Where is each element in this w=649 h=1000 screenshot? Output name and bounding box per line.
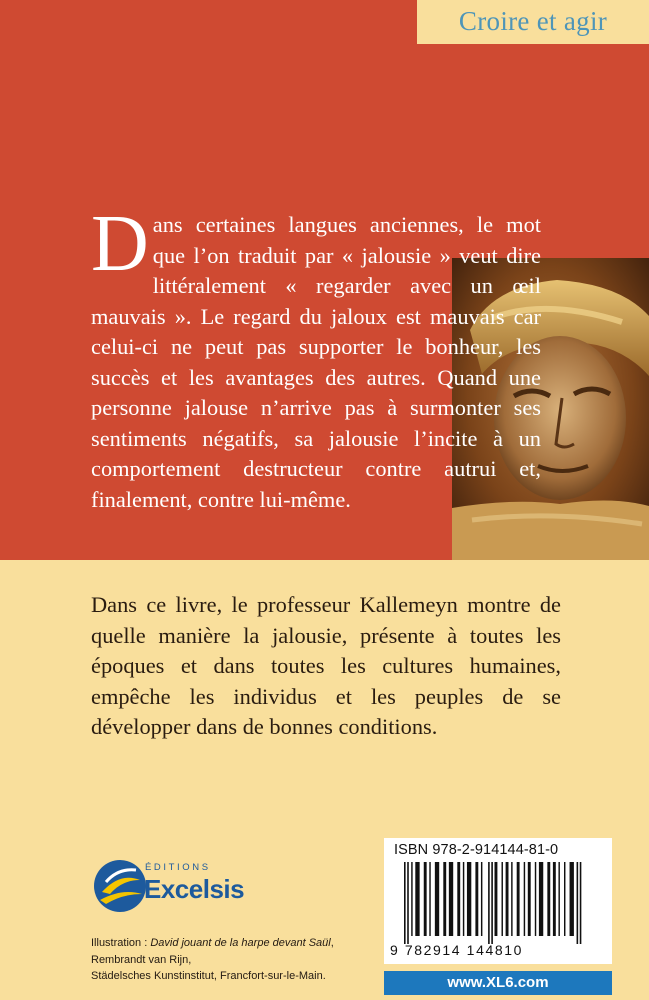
publisher-line1: ÉDITIONS: [145, 862, 211, 873]
drop-cap: D: [91, 200, 149, 288]
description-paragraph: Dans ce livre, le professeur Kallemeyn montre de quelle manière la jalousie, présente à toutes les époques et dans toutes les cultures humaines, empêche les individus et les peuples de se développer dans de bonnes conditions.: [91, 592, 561, 740]
intro-paragraph: [91, 200, 541, 515]
credit-work: David jouant de la harpe devant Saül: [150, 937, 331, 949]
series-banner: [417, 0, 649, 44]
website-url: www.XL6.com: [447, 974, 549, 991]
isbn-text: ISBN 978-2-914144-81-0: [394, 842, 559, 858]
barcode-panel: [384, 838, 612, 964]
credit-museum: Städelsches Kunstinstitut, Francfort-sur-le-Main.: [91, 970, 326, 982]
credit-artist: Rembrandt van Rijn,: [91, 953, 192, 966]
intro-text: ans certaines langues anciennes, le mot que l’on traduit par « jalousie » veut dire littéralement « regarder avec un œil mauvais ». Le regard du jaloux est mauvais car celui-ci ne peut pas supporter le bonheur, les succès et les avantages des autres. Quand une personne jalouse n’arrive pas à surmonter ses sentiments négatifs, sa jalousie l’incite à un comportement destructeur contre autrui et, finalement, contre lui-même.: [91, 212, 541, 512]
publisher-logo: [92, 858, 262, 914]
publisher-swirl-icon: [92, 858, 148, 914]
credit-label: Illustration :: [91, 937, 151, 949]
publisher-name: Excelsis: [144, 874, 245, 904]
barcode-icon: [402, 862, 602, 944]
illustration-credit: Illustration : David jouant de la harpe devant Saül, Rembrandt van Rijn, Städelsches Kunstinstitut, Francfort-sur-le-Main.: [91, 937, 334, 982]
website-bar: [384, 971, 612, 995]
barcode-digits: 9 782914 144810: [390, 942, 523, 958]
series-title: Croire et agir: [458, 6, 608, 36]
